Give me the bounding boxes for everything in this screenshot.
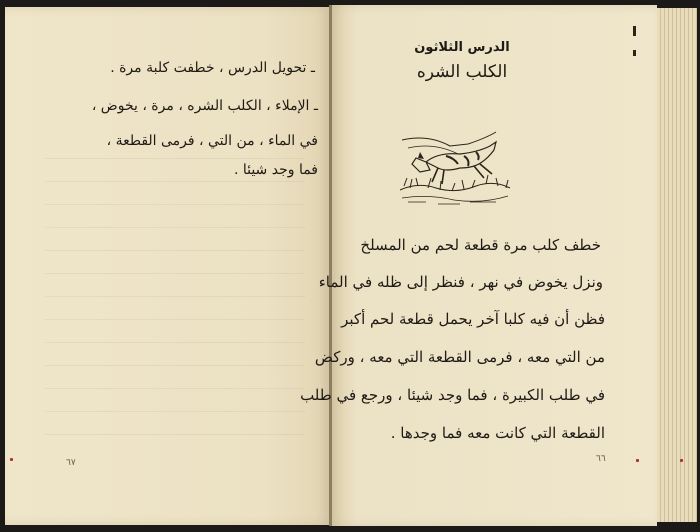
right-page-number: ٦٦ <box>596 454 606 464</box>
left-page <box>5 7 330 525</box>
story-line-6: القطعة التي كانت معه فما وجدها . <box>390 424 605 442</box>
page-edge-mark <box>636 459 639 462</box>
running-dog-illustration <box>398 128 512 206</box>
exercise-2-line-1: ـ الإملاء ، الكلب الشره ، مرة ، يخوض ، <box>91 98 318 114</box>
page-edge-mark <box>680 459 683 462</box>
bleed-through-texture <box>45 157 305 457</box>
page-edge-mark <box>633 26 636 36</box>
page-edges <box>657 8 697 522</box>
page-edge-mark <box>10 458 13 461</box>
story-line-1: خطف كلب مرة قطعة لحم من المسلخ <box>360 236 601 254</box>
story-line-4: من التي معه ، فرمى القطعة التي معه ، وركض <box>314 348 605 366</box>
page-edge-mark <box>633 50 636 56</box>
left-page-number: ٦٧ <box>66 458 76 468</box>
lesson-heading: الدرس الثلاثون <box>414 40 510 55</box>
book-gutter <box>329 5 332 526</box>
exercise-1: ـ تحويل الدرس ، خطفت كلبة مرة . <box>110 60 315 76</box>
story-line-2: ونزل يخوض في نهر ، فنظر إلى ظله في الماء <box>318 273 603 291</box>
lesson-title: الكلب الشره <box>416 62 508 82</box>
story-line-3: فظن أن فيه كلبا آخر يحمل قطعة لحم أكبر <box>341 310 605 328</box>
story-line-5: في طلب الكبيرة ، فما وجد شيئا ، ورجع في طلب <box>300 386 605 404</box>
exercise-2-line-2: في الماء ، من التي ، فرمى القطعة ، <box>106 133 318 149</box>
right-page <box>300 5 657 526</box>
exercise-2-line-3: فما وجد شيئا . <box>233 162 318 178</box>
